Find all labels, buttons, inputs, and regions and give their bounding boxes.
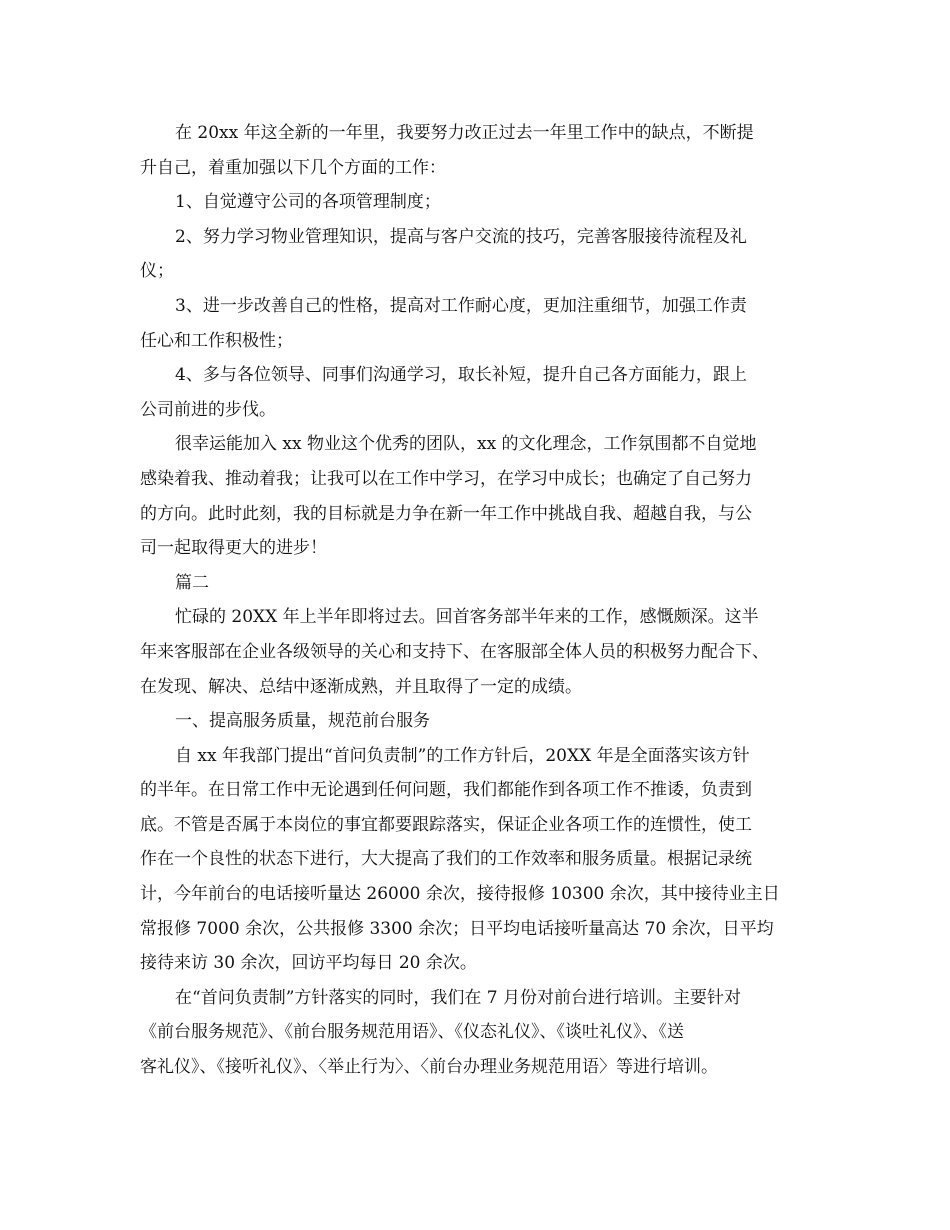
text-line: 客礼仪》、《接听礼仪》、〈举止行为〉、〈前台办理业务规范用语〉等进行培训。 — [140, 1057, 718, 1078]
document-body — [140, 116, 820, 1085]
text-line: 在 20xx 年这全新的一年里，我要努力改正过去一年里工作中的缺点，不断提 — [175, 123, 754, 143]
text-line: 在“首问负责制”方针落实的同时，我们在 7 月份对前台进行培训。主要针对 — [175, 987, 742, 1008]
paragraph — [140, 185, 820, 220]
text-line: 2、努力学习物业管理知识，提高与客户交流的技巧，完善客服接待流程及礼 — [175, 226, 747, 247]
text-line: 3、进一步改善自己的性格，提高对工作耐心度，更加注重细节，加强工作责 — [175, 295, 747, 316]
text-line: 接待来访 30 余次，回访平均每日 20 余次。 — [140, 953, 477, 974]
text-line: 感染着我、推动着我；让我可以在工作中学习，在学习中成长；也确定了自己努力 — [140, 468, 752, 489]
paragraph — [140, 704, 820, 739]
paragraph — [140, 116, 820, 185]
text-line: 的半年。在日常工作中无论遇到任何问题，我们都能作到各项工作不推诿，负责到 — [140, 780, 752, 801]
paragraph — [140, 566, 820, 601]
text-line: 的方向。此时此刻，我的目标就是力争在新一年工作中挑战自我、超越自我，与公 — [140, 503, 752, 524]
text-line: 任心和工作积极性； — [140, 330, 293, 351]
paragraph — [140, 739, 820, 981]
text-line: 篇二 — [175, 572, 209, 593]
paragraph — [140, 600, 820, 704]
text-line: 升自己，着重加强以下几个方面的工作： — [140, 157, 446, 178]
text-line: 忙碌的 20XX 年上半年即将过去。回首客务部半年来的工作，感慨颇深。这半 — [175, 607, 759, 628]
text-line: 一、提高服务质量，规范前台服务 — [175, 711, 430, 732]
text-line: 计，今年前台的电话接听量达 26000 余次，接待报修 10300 余次，其中接待业主日 — [140, 884, 780, 905]
text-line: 作在一个良性的状态下进行，大大提高了我们的工作效率和服务质量。根据记录统 — [140, 849, 752, 870]
text-line: 《前台服务规范》、《前台服务规范用语》、《仪态礼仪》、《谈吐礼仪》、《送 — [140, 1022, 684, 1043]
text-line: 很幸运能加入 xx 物业这个优秀的团队，xx 的文化理念，工作氛围都不自觉地 — [175, 434, 757, 455]
paragraph — [140, 289, 820, 358]
paragraph — [140, 358, 820, 427]
text-line: 在发现、解决、总结中逐渐成熟，并且取得了一定的成绩。 — [140, 676, 582, 697]
text-line: 1、自觉遵守公司的各项管理制度； — [175, 192, 441, 213]
paragraph — [140, 981, 820, 1085]
text-line: 底。不管是否属于本岗位的事宜都要跟踪落实，保证企业各项工作的连惯性，使工 — [140, 814, 752, 835]
text-line: 常报修 7000 余次，公共报修 3300 余次；日平均电话接听量高达 70 余次，日平均 — [140, 918, 774, 939]
paragraph — [140, 220, 820, 289]
text-line: 司一起取得更大的进步！ — [140, 538, 327, 559]
paragraph — [140, 427, 820, 565]
text-line: 自 xx 年我部门提出“首问负责制”的工作方针后，20XX 年是全面落实该方针 — [175, 745, 750, 766]
text-line: 4、多与各位领导、同事们沟通学习，取长补短，提升自己各方面能力，跟上 — [175, 365, 747, 386]
text-line: 年来客服部在企业各级领导的关心和支持下、在客服部全体人员的积极努力配合下、 — [140, 641, 769, 662]
text-line: 公司前进的步伐。 — [140, 399, 276, 420]
text-line: 仪； — [140, 261, 174, 282]
